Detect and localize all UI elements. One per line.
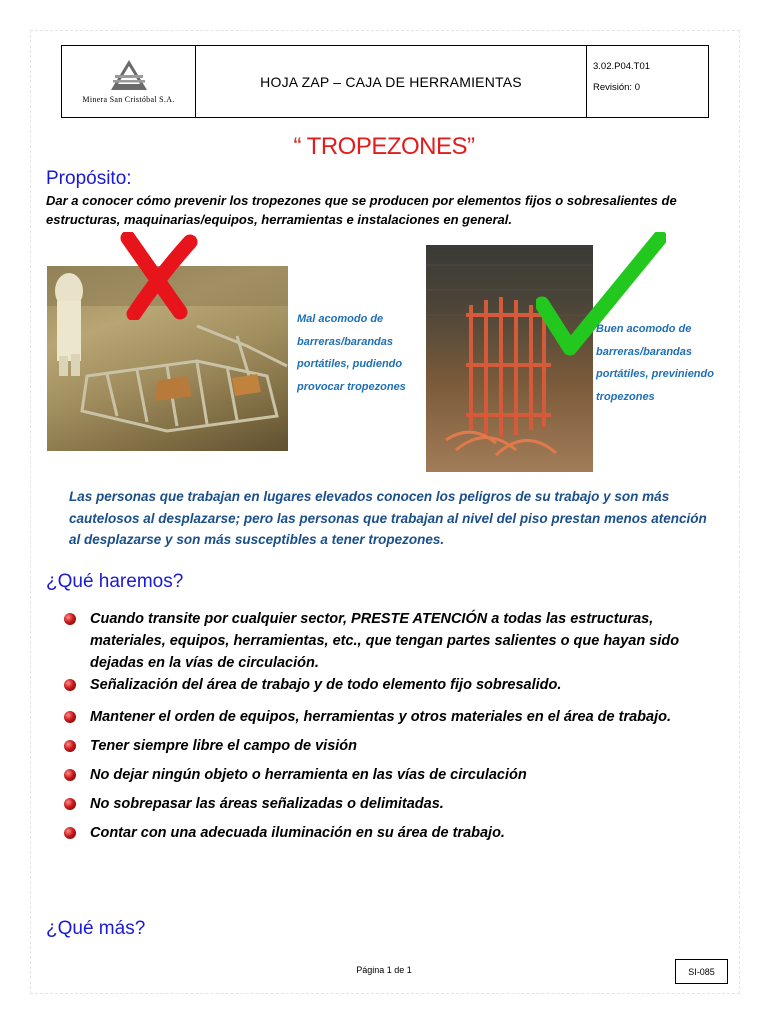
list-item: Contar con una adecuada iluminación en su área de trabajo. [63,819,733,848]
company-name: Minera San Cristóbal S.A. [82,95,175,104]
list-item: Cuando transite por cualquier sector, PRESTE ATENCIÓN a todas las estructuras, materiales, equipos, herramientas, etc., que tengan partes salientes o que hayan sido dejadas en la vías de circulación. [63,608,733,674]
purpose-text: Dar a conocer cómo prevenir los tropezones que se producen por elementos fijos o sobresalientes de estructuras, maquinarias/equipos, herramientas e instalaciones en general. [46,193,677,227]
purpose-heading: Propósito: [46,168,132,189]
document-title: HOJA ZAP – CAJA DE HERRAMIENTAS [196,46,587,117]
bullet-icon [64,679,76,691]
list-item: Señalización del área de trabajo y de todo elemento fijo sobresalido. [63,674,733,696]
bullet-icon [64,740,76,752]
bullet-icon [64,613,76,625]
bad-example-caption: Mal acomodo de barreras/barandas portátiles, pudiendo provocar tropezones [297,313,406,393]
bullet-icon [64,798,76,810]
document-code-cell [587,46,708,117]
document-code: 3.02.P04.T01 [593,61,651,72]
list-item: No sobrepasar las áreas señalizadas o delimitadas. [63,790,733,819]
page-title: “ TROPEZONES” [293,133,475,160]
document-header [61,45,709,118]
safety-note: Las personas que trabajan en lugares elevados conocen los peligros de su trabajo y son más cautelosos al desplazarse; pero las personas que trabajan al nivel del piso prestan menos atención al desplazarse y son más susceptibles a tener tropezones. [69,489,707,547]
list-item: No dejar ningún objeto o herramienta en las vías de circulación [63,761,733,790]
bullet-icon [64,769,76,781]
list-item: Mantener el orden de equipos, herramientas y otros materiales en el área de trabajo. [63,703,733,732]
list-item: Tener siempre libre el campo de visión [63,732,733,761]
bullet-icon [64,827,76,839]
page-number: Página 1 de 1 [356,965,412,975]
wrong-mark-icon [120,232,200,320]
document-revision: Revisión: 0 [593,82,640,93]
action-list [63,608,733,848]
form-code: SI-085 [675,959,728,984]
what-we-do-heading: ¿Qué haremos? [46,571,184,592]
what-else-heading: ¿Qué más? [46,918,146,939]
company-logo-cell [62,46,196,117]
good-example-caption: Buen acomodo de barreras/barandas portátiles, previniendo tropezones [596,323,714,403]
bullet-icon [64,711,76,723]
company-logo-icon [109,58,149,92]
